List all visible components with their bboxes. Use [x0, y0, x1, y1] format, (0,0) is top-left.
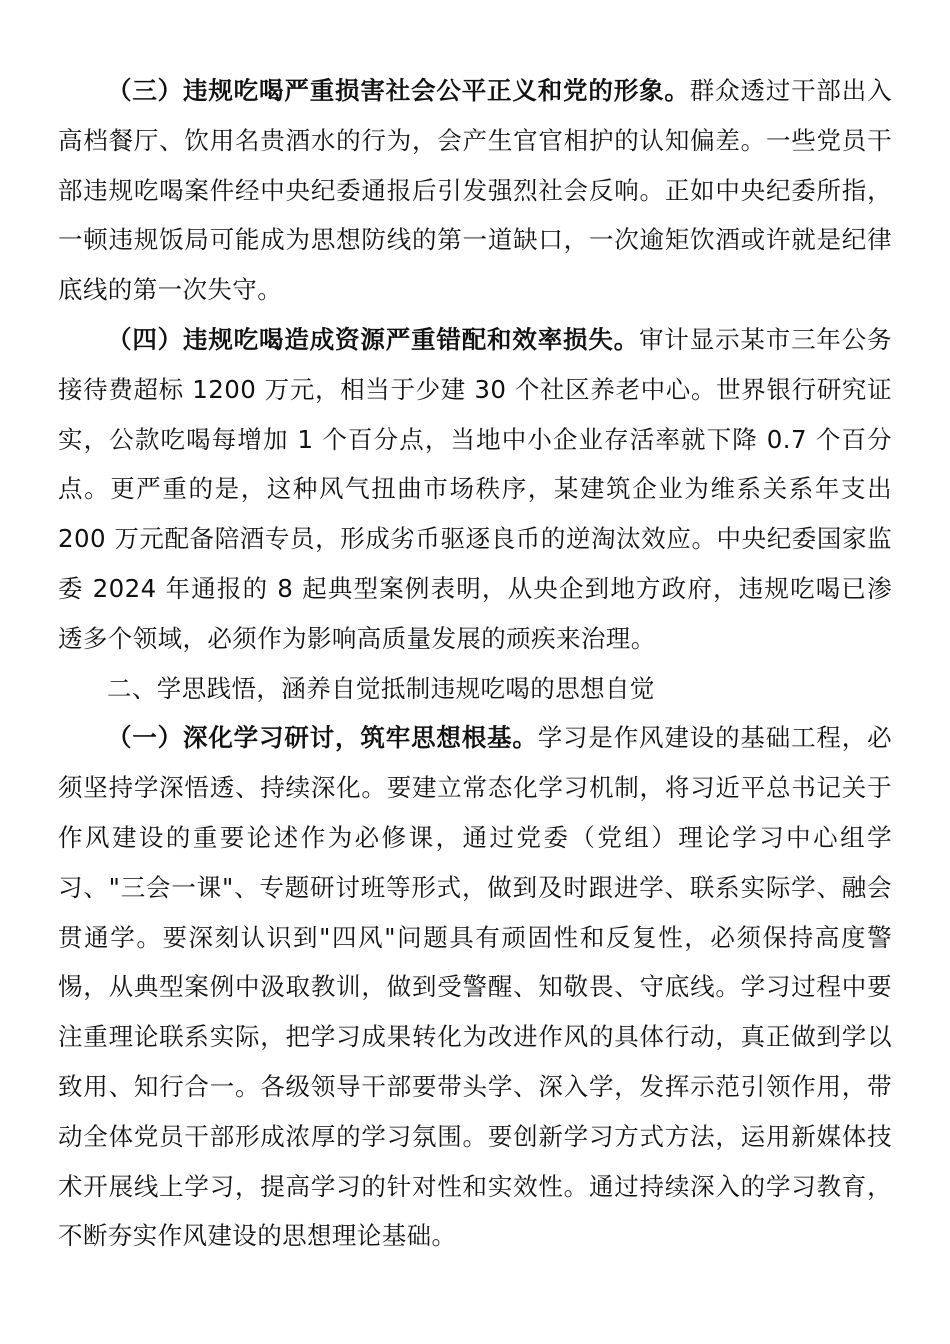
paragraph-4: [58, 315, 892, 664]
paragraph-3: [58, 66, 892, 315]
paragraph-lead: （三）违规吃喝严重损害社会公平正义和党的形象。: [107, 76, 690, 105]
paragraph-body: 群众透过干部出入高档餐厅、饮用名贵酒水的行为，会产生官官相护的认知偏差。一些党员干部违规吃喝案件经中央纪委通报后引发强烈社会反响。正如中央纪委所指，一顿违规饭局可能成为思想防线的第一道缺口，一次逾矩饮酒或许就是纪律底线的第一次失守。: [58, 76, 893, 305]
paragraph-lead: （四）违规吃喝造成资源严重错配和效率损失。: [107, 324, 640, 354]
paragraph-lead: （一）深化学习研讨，筑牢思想根基。: [107, 723, 538, 753]
paragraph-body: 学习是作风建设的基础工程，必须坚持学深悟透、持续深化。要建立常态化学习机制，将习近平总书记关于作风建设的重要论述作为必修课，通过党委（党组）理论学习中心组学习、"三会一课"、专题研讨班等形式，做到及时跟进学、联系实际学、融会贯通学。要深刻认识到"四风"问题具有顽固性和反复性，必须保持高度警惕，从典型案例中汲取教训，做到受警醒、知敬畏、守底线。学习过程中要注重理论联系实际，把学习成果转化为改进作风的具体行动，真正做到学以致用、知行合一。各级领导干部要带头学、深入学，发挥示范引领作用，带动全体党员干部形成浓厚的学习氛围。要创新学习方式方法，运用新媒体技术开展线上学习，提高学习的针对性和实效性。通过持续深入的学习教育，不断夯实作风建设的思想理论基础。: [58, 723, 892, 1251]
section-paragraph-1: [58, 713, 892, 1261]
paragraph-body: 审计显示某市三年公务接待费超标 1200 万元，相当于少建 30 个社区养老中心。世界银行研究证实，公款吃喝每增加 1 个百分点，当地中小企业存活率就下降 0.7 个百分点。更严重的是，这种风气扭曲市场秩序，某建筑企业为维系关系年支出 200 万元配备陪酒专员，形成劣币驱逐良币的逆淘汰效应。中央纪委国家监委 2024 年通报的 8 起典型案例表明，从央企到地方政府，违规吃喝已渗透多个领域，必须作为影响高质量发展的顽疾来治理。: [58, 324, 893, 653]
document-page: [58, 66, 892, 1261]
section-heading: 二、学思践悟，涵养自觉抵制违规吃喝的思想自觉: [107, 673, 655, 703]
